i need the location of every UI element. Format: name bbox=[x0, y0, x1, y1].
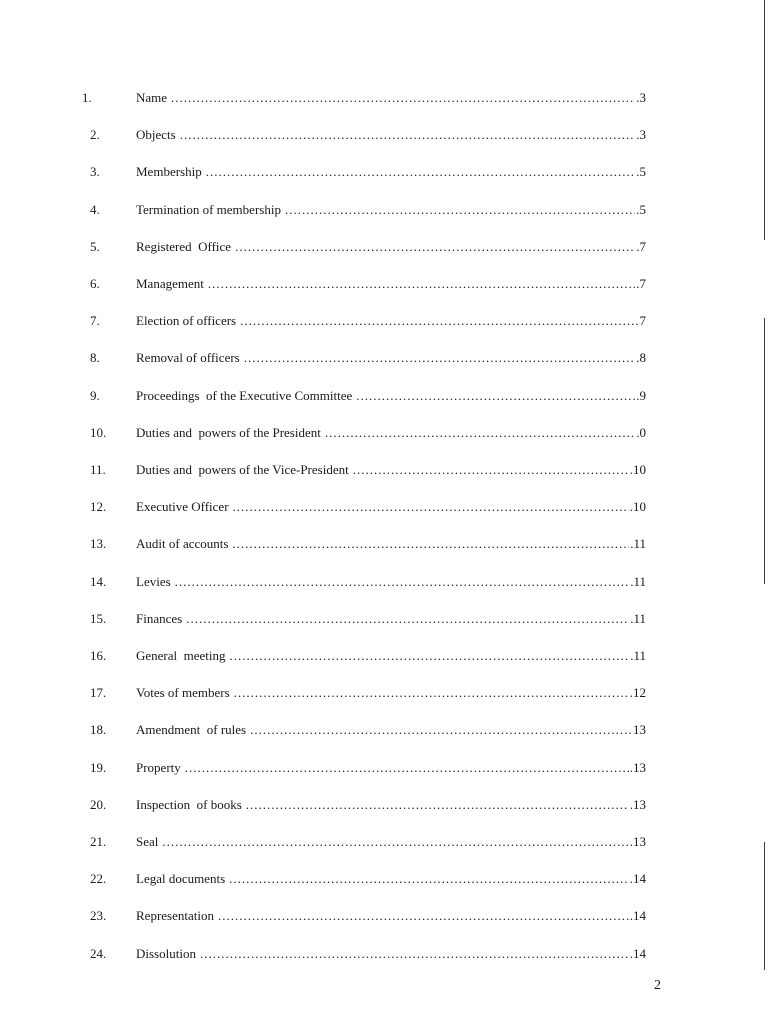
toc-number: 2. bbox=[90, 127, 100, 142]
toc-leader-dots bbox=[218, 906, 629, 926]
toc-row bbox=[0, 944, 700, 964]
toc-entry bbox=[136, 348, 646, 368]
toc-entry bbox=[136, 311, 646, 331]
toc-row bbox=[0, 720, 700, 740]
toc-leader-dots bbox=[240, 311, 638, 331]
toc-title: Objects bbox=[136, 127, 176, 142]
toc-row bbox=[0, 497, 700, 517]
toc-number: 15. bbox=[90, 611, 107, 626]
toc-entry bbox=[136, 200, 646, 220]
toc-title: Dissolution bbox=[136, 946, 196, 961]
toc-leader-dots bbox=[232, 534, 629, 554]
toc-leader-dots bbox=[246, 795, 629, 815]
toc-page-number: 13 bbox=[633, 722, 646, 737]
toc-page-number: .14 bbox=[629, 871, 646, 886]
toc-page-number: .7 bbox=[636, 239, 646, 254]
toc-leader-dots bbox=[353, 460, 629, 480]
page-edge-line-middle bbox=[764, 318, 765, 584]
toc-entry bbox=[136, 125, 646, 145]
toc-page-number: .10 bbox=[629, 462, 646, 477]
toc-row bbox=[0, 795, 700, 815]
toc-title: Executive Officer bbox=[136, 499, 229, 514]
toc-page-number: .14 bbox=[629, 908, 646, 923]
toc-title: Termination of membership bbox=[136, 202, 281, 217]
toc-page-number: .14 bbox=[629, 946, 646, 961]
toc-page-number: .5 bbox=[636, 202, 646, 217]
toc-entry bbox=[136, 460, 646, 480]
toc-number: 12. bbox=[90, 499, 107, 514]
toc-entry bbox=[136, 386, 646, 406]
toc-page-number: .11 bbox=[630, 574, 646, 589]
toc-page-number: .13 bbox=[629, 797, 646, 812]
toc-leader-dots bbox=[325, 423, 635, 443]
toc-leader-dots bbox=[206, 162, 636, 182]
toc-title: Proceedings of the Executive Committee bbox=[136, 388, 353, 403]
toc-leader-dots bbox=[175, 572, 630, 592]
toc-page-number: .11 bbox=[630, 648, 646, 663]
toc-entry bbox=[136, 758, 646, 778]
toc-title: Name bbox=[136, 90, 168, 105]
page-edge-line-bottom bbox=[764, 842, 765, 970]
toc-title: Legal documents bbox=[136, 871, 226, 886]
toc-title: Representation bbox=[136, 908, 214, 923]
toc-title: Property bbox=[136, 760, 181, 775]
toc-row bbox=[0, 237, 700, 257]
toc-number: 6. bbox=[90, 276, 100, 291]
toc-title: Election of officers bbox=[136, 313, 237, 328]
toc-row bbox=[0, 646, 700, 666]
toc-number: 21. bbox=[90, 834, 107, 849]
toc-title: Registered Office bbox=[136, 239, 232, 254]
toc-page-number: .12 bbox=[629, 685, 646, 700]
toc-row bbox=[0, 572, 700, 592]
toc-leader-dots bbox=[234, 683, 629, 703]
toc-page-number: .3 bbox=[636, 127, 646, 142]
toc-number: 3. bbox=[90, 164, 100, 179]
toc-entry bbox=[136, 237, 646, 257]
toc-page-number: .10 bbox=[629, 499, 646, 514]
toc-entry bbox=[136, 609, 646, 629]
toc-entry bbox=[136, 944, 646, 964]
toc-title: Seal bbox=[136, 834, 159, 849]
toc-row bbox=[0, 460, 700, 480]
toc-title: Levies bbox=[136, 574, 171, 589]
toc-leader-dots bbox=[200, 944, 629, 964]
toc-title: Finances bbox=[136, 611, 183, 626]
toc-leader-dots bbox=[229, 869, 629, 889]
toc-number: 19. bbox=[90, 760, 107, 775]
toc-page-number: 7 bbox=[639, 313, 646, 328]
toc-title: Votes of members bbox=[136, 685, 230, 700]
toc-entry bbox=[136, 423, 646, 443]
toc-row bbox=[0, 162, 700, 182]
toc-page-number: .3 bbox=[636, 90, 646, 105]
toc-page-number: .8 bbox=[636, 350, 646, 365]
toc-row bbox=[0, 683, 700, 703]
toc-entry bbox=[136, 162, 646, 182]
toc-row bbox=[0, 88, 700, 108]
toc-row bbox=[0, 423, 700, 443]
toc-title: General meeting bbox=[136, 648, 226, 663]
toc-leader-dots bbox=[208, 274, 635, 294]
toc-number: 24. bbox=[90, 946, 107, 961]
toc-leader-dots bbox=[244, 348, 636, 368]
toc-title: Removal of officers bbox=[136, 350, 240, 365]
toc-entry bbox=[136, 869, 646, 889]
toc-entry bbox=[136, 683, 646, 703]
page-number: 2 bbox=[654, 978, 661, 993]
toc-row bbox=[0, 758, 700, 778]
toc-row bbox=[0, 534, 700, 554]
toc-row bbox=[0, 386, 700, 406]
toc-title: Management bbox=[136, 276, 204, 291]
toc-leader-dots bbox=[356, 386, 635, 406]
toc-number: 23. bbox=[90, 908, 107, 923]
toc-page-number: .0 bbox=[636, 425, 646, 440]
toc-leader-dots bbox=[285, 200, 635, 220]
page-edge-line-top bbox=[764, 0, 765, 240]
toc-number: 11. bbox=[90, 462, 106, 477]
toc-number: 10. bbox=[90, 425, 107, 440]
toc-leader-dots bbox=[235, 237, 635, 257]
toc-entry bbox=[136, 832, 646, 852]
toc-leader-dots bbox=[250, 720, 632, 740]
toc-leader-dots bbox=[180, 125, 636, 145]
toc-leader-dots bbox=[162, 832, 628, 852]
toc-leader-dots bbox=[185, 758, 629, 778]
toc-number: 1. bbox=[82, 90, 92, 105]
toc-title: Duties and powers of the Vice-President bbox=[136, 462, 349, 477]
toc-entry bbox=[136, 906, 646, 926]
toc-number: 4. bbox=[90, 202, 100, 217]
toc-number: 18. bbox=[90, 722, 107, 737]
toc-leader-dots bbox=[233, 497, 629, 517]
toc-entry bbox=[136, 795, 646, 815]
toc-row bbox=[0, 311, 700, 331]
toc-title: Audit of accounts bbox=[136, 536, 229, 551]
toc-row bbox=[0, 832, 700, 852]
toc-title: Amendment of rules bbox=[136, 722, 247, 737]
toc-row bbox=[0, 869, 700, 889]
toc-number: 9. bbox=[90, 388, 100, 403]
toc-number: 17. bbox=[90, 685, 107, 700]
toc-entry bbox=[136, 646, 646, 666]
toc-entry bbox=[136, 88, 646, 108]
toc-number: 5. bbox=[90, 239, 100, 254]
toc-leader-dots bbox=[230, 646, 630, 666]
toc-page-number: .5 bbox=[636, 164, 646, 179]
toc-entry bbox=[136, 534, 646, 554]
toc-number: 14. bbox=[90, 574, 107, 589]
toc-number: 8. bbox=[90, 350, 100, 365]
toc-number: 22. bbox=[90, 871, 107, 886]
toc-row bbox=[0, 609, 700, 629]
toc-page-number: .7 bbox=[636, 276, 646, 291]
toc-entry bbox=[136, 274, 646, 294]
toc-leader-dots bbox=[186, 609, 629, 629]
toc-row bbox=[0, 906, 700, 926]
toc-page-number: .11 bbox=[630, 611, 646, 626]
toc-entry bbox=[136, 572, 646, 592]
toc-number: 20. bbox=[90, 797, 107, 812]
toc-page-number: .11 bbox=[630, 536, 646, 551]
toc-page-number: .9 bbox=[636, 388, 646, 403]
toc-entry bbox=[136, 720, 646, 740]
toc-leader-dots bbox=[171, 88, 635, 108]
toc-row bbox=[0, 274, 700, 294]
toc-row bbox=[0, 348, 700, 368]
toc-row bbox=[0, 200, 700, 220]
toc-number: 13. bbox=[90, 536, 107, 551]
toc-title: Membership bbox=[136, 164, 202, 179]
toc-number: 7. bbox=[90, 313, 100, 328]
toc-row bbox=[0, 125, 700, 145]
toc-entry bbox=[136, 497, 646, 517]
toc-page-number: .13 bbox=[629, 760, 646, 775]
toc-page-number: .13 bbox=[629, 834, 646, 849]
toc-number: 16. bbox=[90, 648, 107, 663]
toc-title: Inspection of books bbox=[136, 797, 242, 812]
toc-title: Duties and powers of the President bbox=[136, 425, 321, 440]
